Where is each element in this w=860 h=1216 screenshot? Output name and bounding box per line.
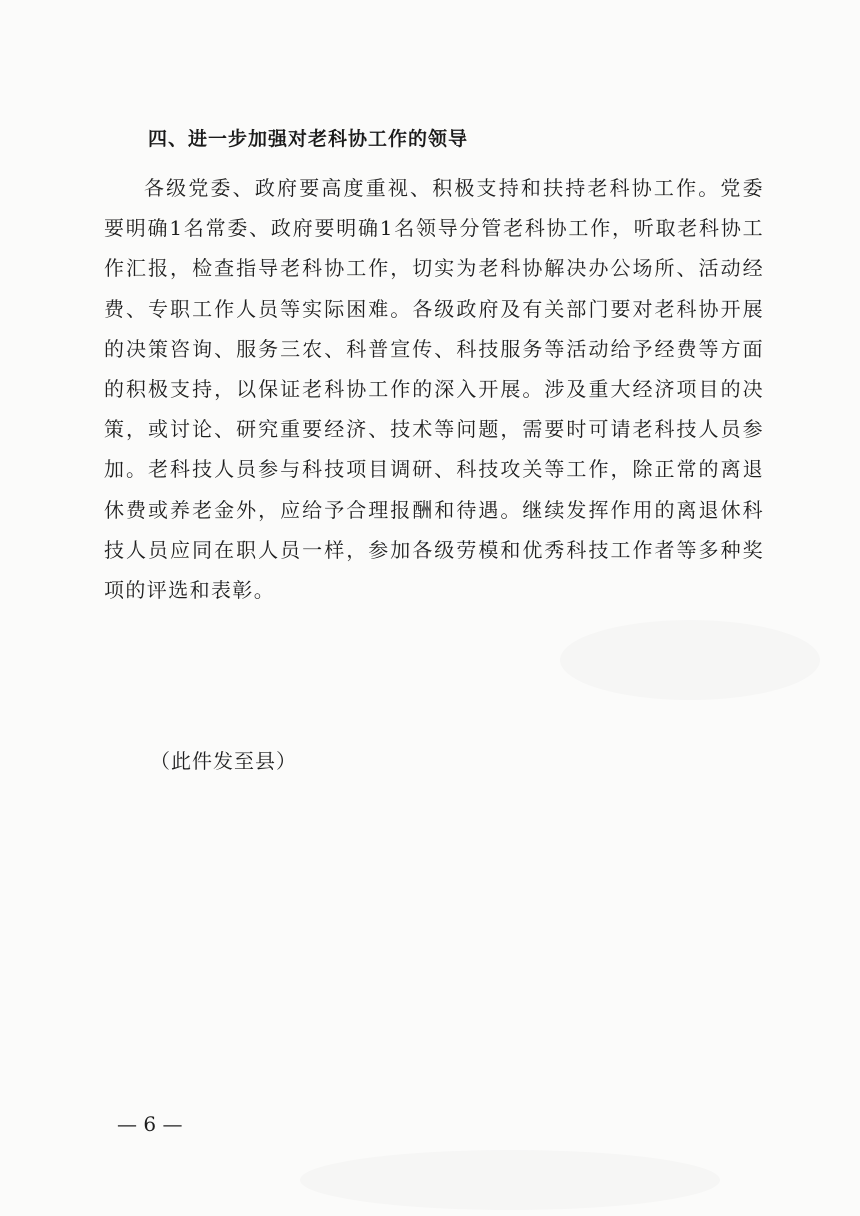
section-heading: 四、进一步加强对老科协工作的领导 — [148, 128, 469, 150]
body-paragraph: 各级党委、政府要高度重视、积极支持和扶持老科协工作。党委要明确1名常委、政府要明确1名领导分管老科协工作，听取老科协工作汇报，检查指导老科协工作，切实为老科协解决办公场所、活动经费、专职工作人员等实际困难。各级政府及有关部门要对老科协开展的决策咨询、服务三农、科普宣传、科技服务等活动给予经费等方面的积极支持，以保证老科协工作的深入开展。涉及重大经济项目的决策，或讨论、研究重要经济、技术等问题，需要时可请老科技人员参加。老科技人员参与科技项目调研、科技攻关等工作，除正常的离退休费或养老金外，应给予合理报酬和待遇。继续发挥作用的离退休科技人员应同在职人员一样，参加各级劳模和优秀科技工作者等多种奖项的评选和表彰。 — [104, 176, 764, 603]
page-number: — 6 — — [117, 1112, 183, 1136]
scan-shadow — [560, 620, 820, 700]
distribution-note: （此件发至县） — [150, 749, 297, 773]
scan-shadow — [300, 1150, 720, 1210]
